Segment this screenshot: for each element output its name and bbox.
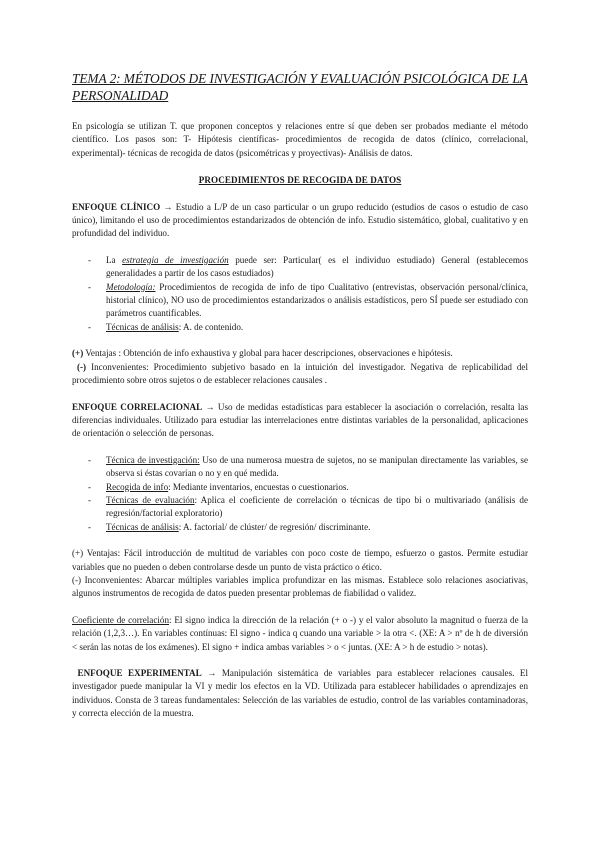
dash-bullet: - <box>88 281 92 292</box>
section-heading: PROCEDIMIENTOS DE RECOGIDA DE DATOS <box>198 175 402 186</box>
plus-label: (+) <box>72 348 84 359</box>
correlational-approach-heading: ENFOQUE CORRELACIONAL <box>72 401 203 412</box>
item-text: puede ser: Particular( es el individuo estudiado) General (establecemos generalidades a partir de los casos estudiados) <box>106 254 528 279</box>
experimental-approach-heading: ENFOQUE EXPERIMENTAL <box>77 668 202 678</box>
list-item <box>88 281 528 321</box>
item-term: Técnicas de análisis <box>106 521 179 532</box>
coefficient-text: : El signo indica la dirección de la relación (+ o -) y el valor absoluto la magnitud o fuerza de la relación (1,2,3…). En variables contínuas: El signo - indica q cuando una variable > la otra <. (XE: A > nº de h de diversión < serán las notas de los exámenes). El signo + indica ambas variables > o < juntas. (XE: A > h de estudio > notas). <box>72 614 529 652</box>
item-text: Uso de una numerosa muestra de sujetos, no se manipulan directamente las variables, se observa si éstas covarían o no y en qué medida. <box>106 454 528 479</box>
clinical-disadvantages <box>72 361 528 388</box>
document-page <box>72 70 528 734</box>
list-item <box>88 521 528 534</box>
arrow-symbol: → <box>202 401 218 412</box>
item-term: estrategia de investigación <box>122 254 229 265</box>
disadvantages-text: Inconvenientes: Procedimiento subjetivo basado en la intuición del investigador. Negativa de replicabilidad del procedimiento sobre otros sujetos o de establecer relaciones causales . <box>72 361 528 386</box>
dash-bullet: - <box>88 494 92 505</box>
intro-paragraph: En psicología se utilizan T. que proponen conceptos y relaciones entre sí que deben ser probados mediante el método científico. Los pasos son: T- Hipótesis científicas- procedimientos de recogida de datos (clínico, correlacional, experimental)- técnicas de recogida de datos (psicométricas y proyectivas)- Análisis de datos. <box>72 121 528 158</box>
clinical-list <box>72 254 528 334</box>
document-title: TEMA 2: MÉTODOS DE INVESTIGACIÓN Y EVALUACIÓN PSICOLÓGICA DE LA PERSONALIDAD <box>72 71 528 103</box>
list-item <box>88 321 528 334</box>
item-text: : A. de contenido. <box>178 321 244 332</box>
correlational-disadvantages: (-) Inconvenientes: Abarcar múltiples variables implica profundizar en las mismas. Establece solo relaciones asociativas, algunos instrumentos de recogida de datos pueden presentar problemas de fiabilidad o validez. <box>72 574 528 599</box>
item-term: Técnicas de evaluación <box>106 494 195 505</box>
list-item <box>88 494 528 521</box>
experimental-approach-text: Manipulación sistemática de variables para establecer relaciones causales. El investigador puede manipular la VI y medir los efectos en la VD. Utilizada para establecer habilidades o aprendizajes en individuos. Consta de 3 tareas fundamentales: Selección de las variables de estudio, control de las variables contaminadoras, y correcta elección de la muestra. <box>72 668 528 719</box>
correlation-coefficient-paragraph <box>72 614 528 654</box>
item-text: Procedimientos de recogida de info de tipo Cualitativo (entrevistas, observación personal/clínica, historial clínico), NO uso de procedimientos estandarizados o análisis estadísticos, pero SÍ puede ser estudiado con parámetros cuantificables. <box>106 281 528 319</box>
correlational-approach-text: Uso de medidas estadísticas para establecer la asociación o correlación, resalta las diferencias individuales. Utilizado para estudiar las interrelaciones entre distintas variables de la personalidad, aplicaciones de orientación o selección de personas. <box>72 401 529 439</box>
item-text: : A. factorial/ de clúster/ de regresión/ discriminante. <box>178 521 371 532</box>
minus-label: (-) <box>77 361 87 372</box>
correlational-advantages: (+) Ventajas: Fácil introducción de multitud de variables con poco coste de tiempo, esfuerzo o gastos. Permite estudiar variables que no pueden o deben controlarse desde un punto de vista práctico o ético. <box>72 548 528 572</box>
arrow-symbol: → <box>160 201 176 212</box>
list-item <box>88 454 528 481</box>
list-item <box>88 254 528 281</box>
item-text: La <box>106 254 123 265</box>
dash-bullet: - <box>88 321 92 332</box>
coefficient-term: Coeficiente de correlación <box>72 614 170 625</box>
correlational-list <box>72 454 528 534</box>
item-text: : Mediante inventarios, encuestas o cuestionarios. <box>168 481 349 492</box>
clinical-approach-text: Estudio a L/P de un caso particular o un grupo reducido (estudios de casos o estudio de caso único), limitando el uso de procedimientos estandarizados de obtención de info. Estudio sistemático, global, cualitativo y en profundidad del individuo. <box>72 201 528 239</box>
experimental-approach-paragraph <box>72 667 528 721</box>
item-term: Técnica de investigación: <box>106 454 200 465</box>
advantages-text: Ventajas : Obtención de info exhaustiva y global para hacer descripciones, observaciones e hipótesis. <box>83 348 453 359</box>
item-term: Técnicas de análisis <box>106 321 179 332</box>
dash-bullet: - <box>88 481 92 492</box>
dash-bullet: - <box>88 254 92 265</box>
item-term: Recogida de info <box>106 481 169 492</box>
dash-bullet: - <box>88 454 92 465</box>
item-term: Metodología: <box>106 281 156 292</box>
item-text: : Aplica el coeficiente de correlación o técnicas de tipo bi o multivariado (análisis de regresión/factorial exploratorio) <box>106 494 528 519</box>
arrow-symbol: → <box>201 668 222 678</box>
clinical-advantages <box>72 347 528 360</box>
clinical-approach-heading: ENFOQUE CLÍNICO <box>72 201 161 212</box>
correlational-approach-paragraph <box>72 401 528 441</box>
dash-bullet: - <box>88 521 92 532</box>
clinical-approach-paragraph <box>72 201 528 241</box>
list-item <box>88 481 528 494</box>
